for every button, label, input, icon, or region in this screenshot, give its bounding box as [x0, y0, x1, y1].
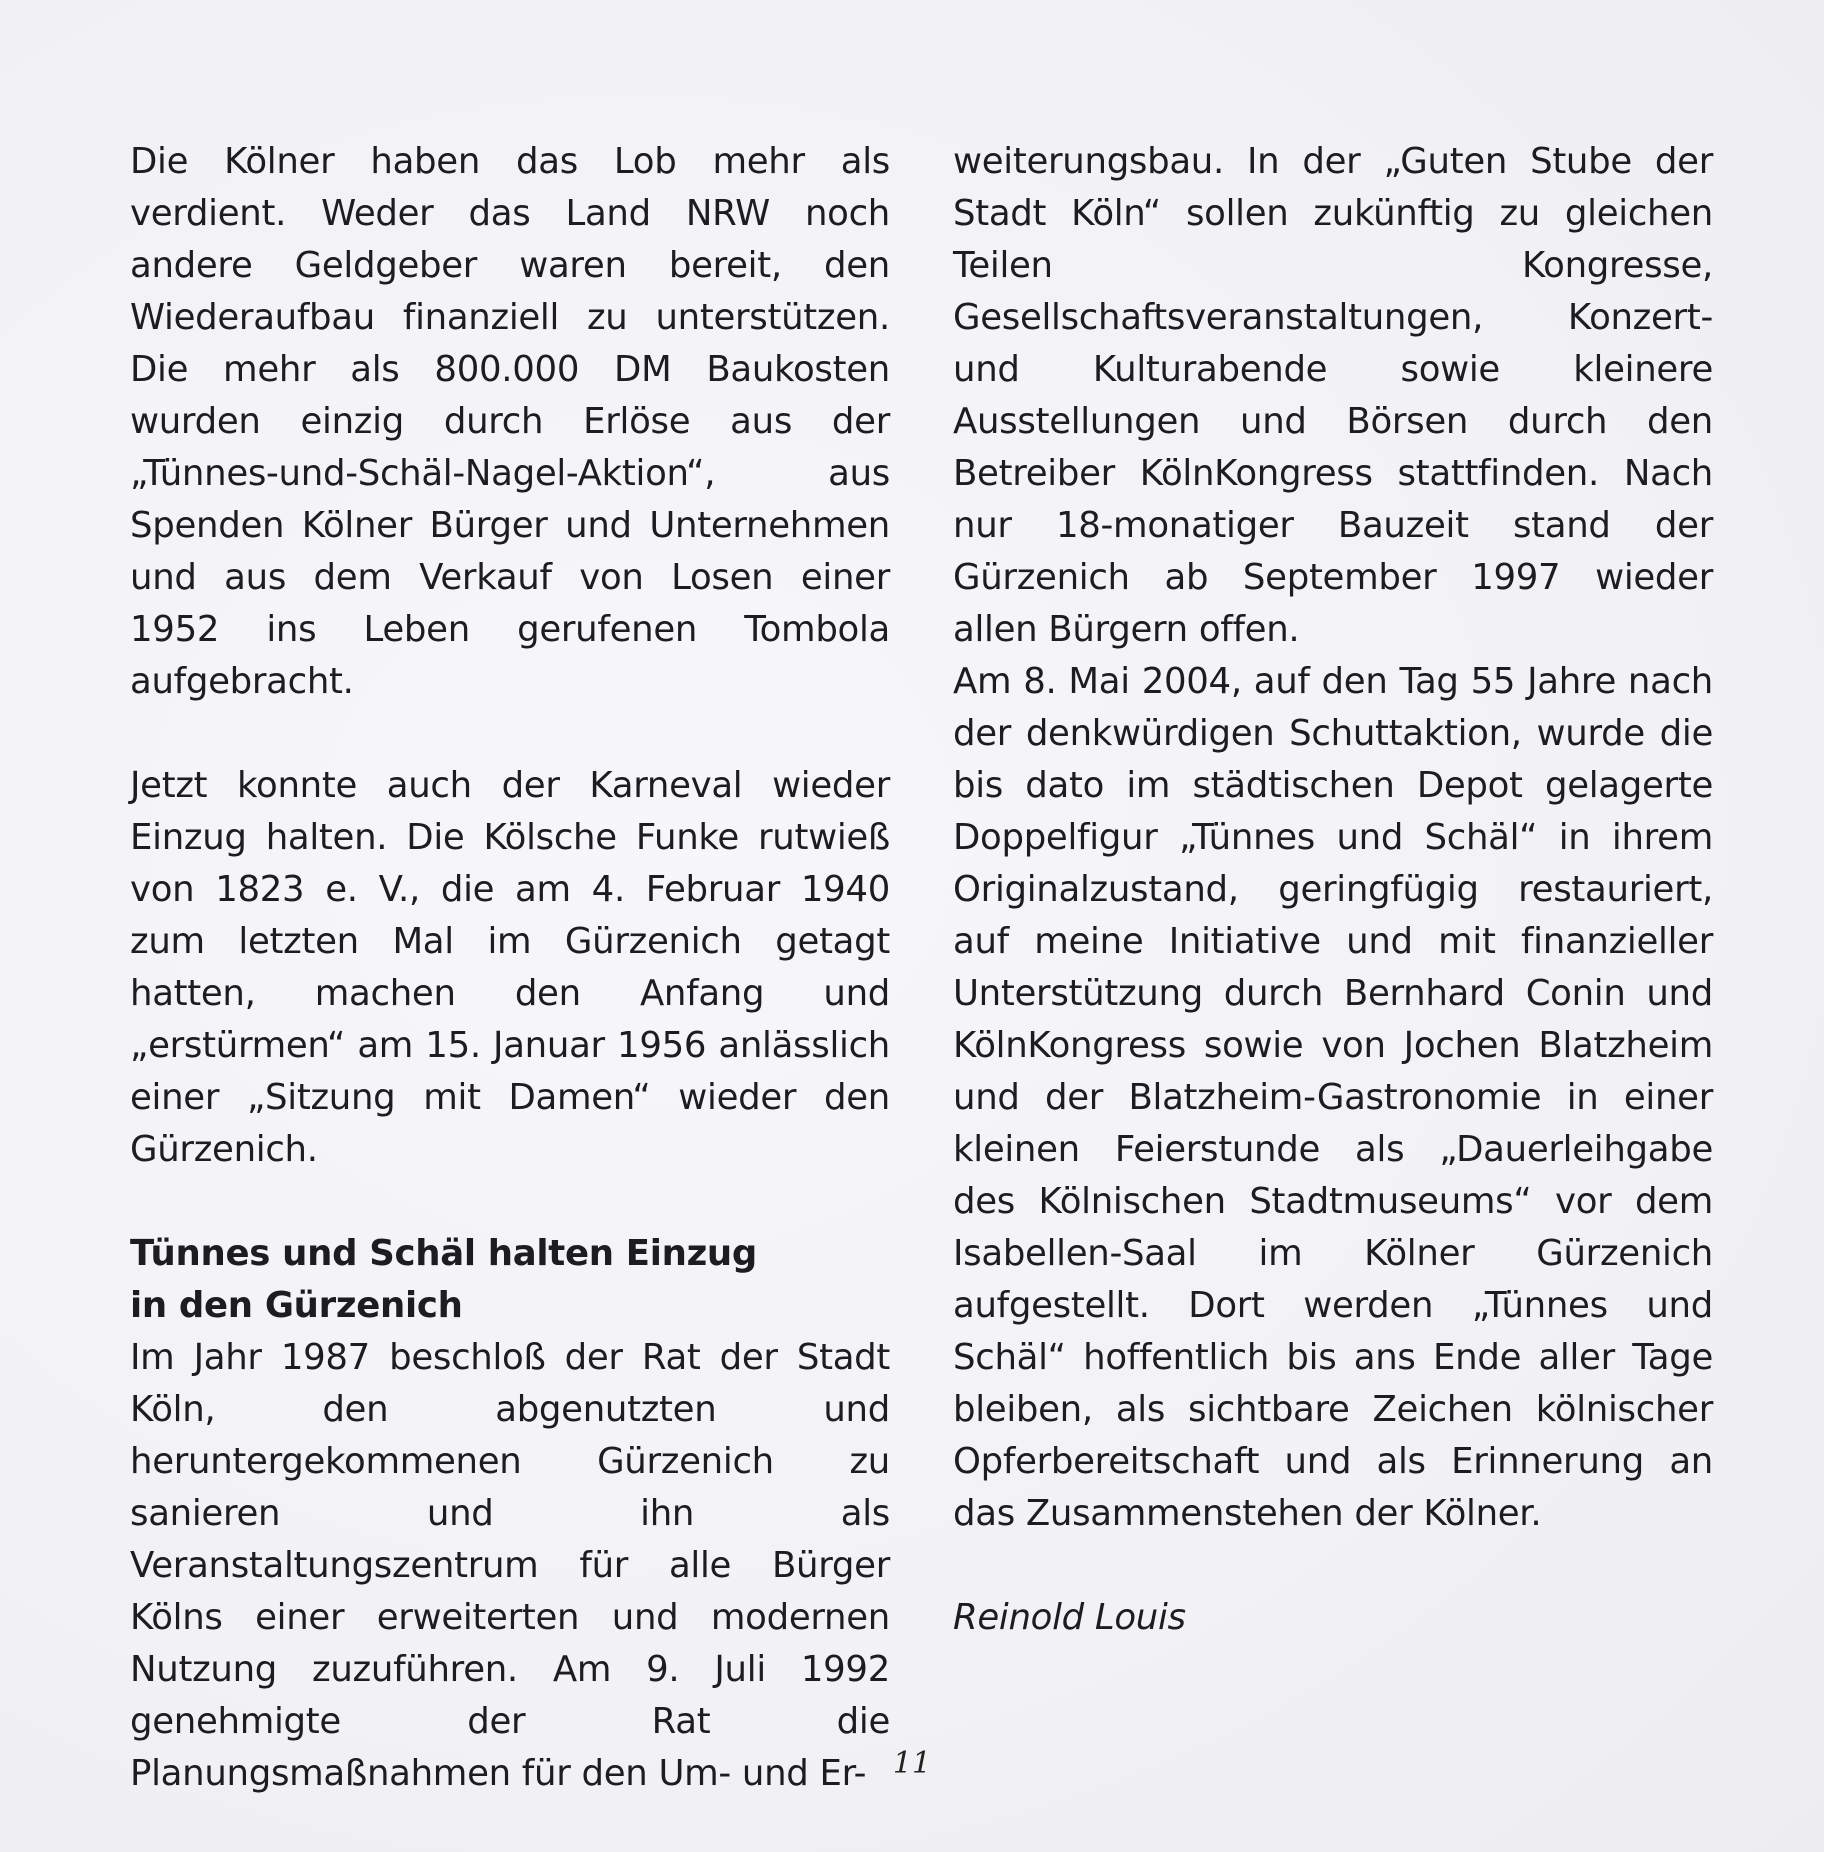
paragraph-kolner-lob: Die Kölner haben das Lob mehr als verdient. Weder das Land NRW noch andere Geldgeber waren bereit, den Wiederaufbau finanziell zu unterstützen. Die mehr als 800.000 DM Baukosten wurden einzig durch Erlöse aus der „Tünnes-und-Schäl-Nagel-Aktion“, aus Spenden Kölner Bürger und Unternehmen und aus dem Verkauf von Losen einer 1952 ins Leben gerufenen Tombola aufgebracht. [130, 141, 890, 702]
paragraph-ratsbeschluss: Im Jahr 1987 beschloß der Rat der Stadt Köln, den abgenutzten und heruntergekommenen Gürzenich zu sanieren und ihn als Veranstaltungszentrum für alle Bürger Kölns einer erweiterten und modernen Nutzung zuzuführen. Am 9. Juli 1992 genehmigte der Rat die Planungsmaßnahmen für den Um- und Er- [130, 1337, 890, 1794]
section-heading-line-2: in den Gürzenich [130, 1285, 463, 1326]
left-column [130, 136, 890, 1800]
author-signature: Reinold Louis [953, 1597, 1186, 1638]
section-heading [130, 1228, 890, 1332]
paragraph-karneval: Jetzt konnte auch der Karneval wieder Einzug halten. Die Kölsche Funke rutwieß von 1823 e. V., die am 4. Februar 1940 zum letzten Mal im Gürzenich getagt hatten, machen den Anfang und „erstürmen“ am 15. Januar 1956 anlässlich einer „Sitzung mit Damen“ wieder den Gürzenich. [130, 765, 890, 1170]
paragraph-erweiterungsbau: weiterungsbau. In der „Guten Stube der Stadt Köln“ sollen zukünftig zu gleichen Teilen Kongresse, Gesellschaftsveranstaltungen, Konzert- und Kulturabende sowie kleinere Ausstellungen und Börsen durch den Betreiber KölnKongress stattfinden. Nach nur 18-monatiger Bauzeit stand der Gürzenich ab September 1997 wieder allen Bürgern offen. [953, 141, 1713, 650]
page-number: 11 [892, 1746, 932, 1781]
paragraph-doppelfigur: Am 8. Mai 2004, auf den Tag 55 Jahre nach der denkwürdigen Schuttaktion, wurde die bis dato im städtischen Depot gelagerte Doppelfigur „Tünnes und Schäl“ in ihrem Originalzustand, geringfügig restauriert, auf meine Initiative und mit finanzieller Unterstützung durch Bernhard Conin und KölnKongress sowie von Jochen Blatzheim und der Blatzheim-Gastronomie in einer kleinen Feierstunde als „Dauerleihgabe des Kölnischen Stadtmuseums“ vor dem Isabellen-Saal im Kölner Gürzenich aufgestellt. Dort werden „Tünnes und Schäl“ hoffentlich bis ans Ende aller Tage bleiben, als sichtbare Zeichen kölnischer Opferbereitschaft und als Erinnerung an das Zusammenstehen der Kölner. [953, 661, 1713, 1534]
right-column [953, 136, 1713, 1680]
section-heading-line-1: Tünnes und Schäl halten Einzug [130, 1233, 758, 1274]
